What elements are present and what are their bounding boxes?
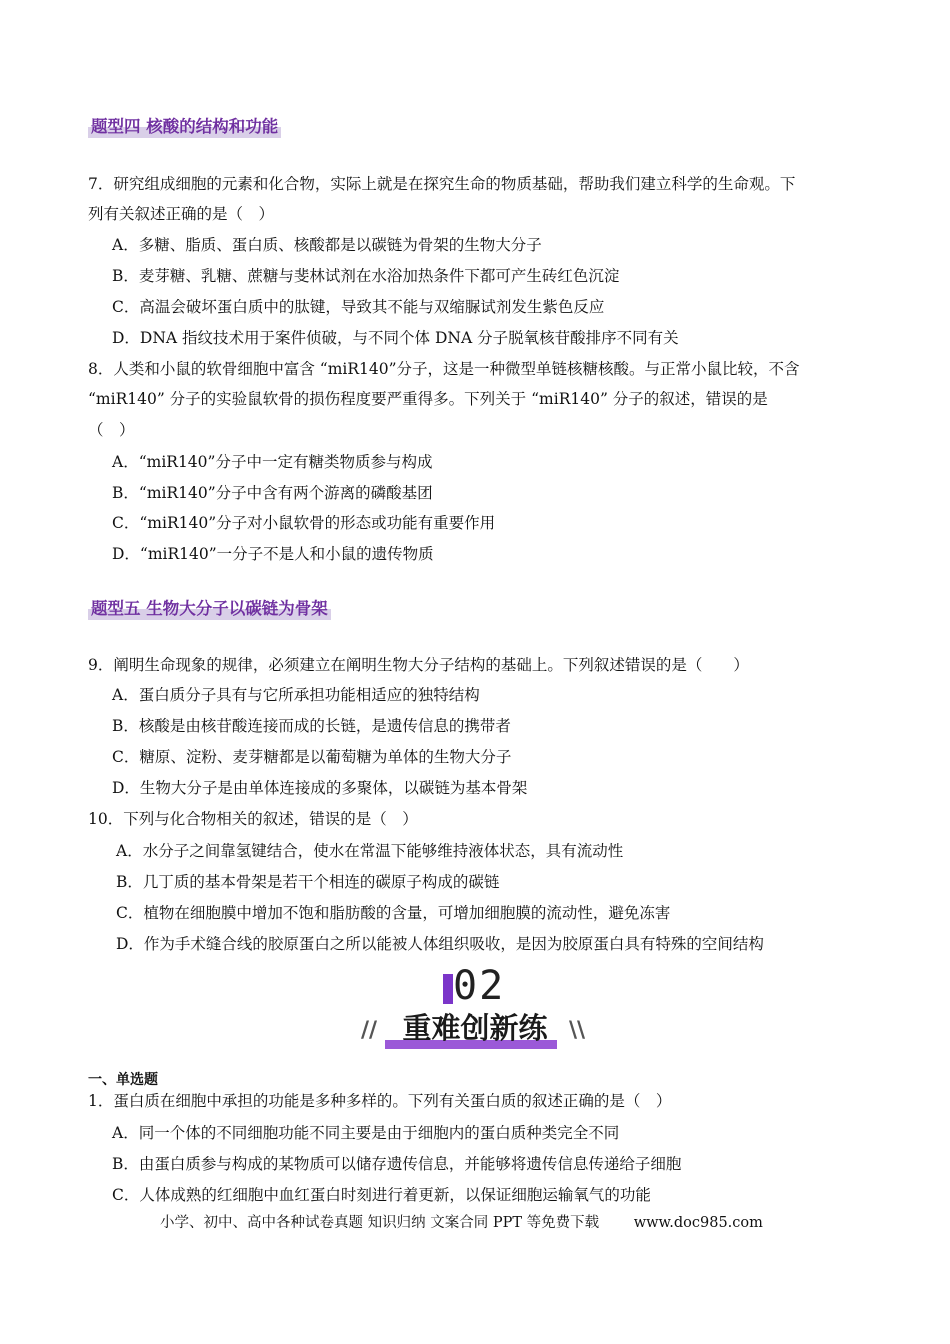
question-10-stem: 10．下列与化合物相关的叙述，错误的是（ ） — [88, 810, 418, 828]
part2-question-1-option-c: C．人体成熟的红细胞中血红蛋白时刻进行着更新，以保证细胞运输氧气的功能 — [112, 1186, 651, 1204]
part2-question-1-option-a: A．同一个体的不同细胞功能不同主要是由于细胞内的蛋白质种类完全不同 — [112, 1124, 620, 1142]
question-7-option-a: A．多糖、脂质、蛋白质、核酸都是以碳链为骨架的生物大分子 — [112, 236, 542, 254]
question-8-stem-line2: “miR140” 分子的实验鼠软骨的损伤程度要严重得多。下列关于 “miR140” 分子的叙述，错误的是 — [88, 390, 768, 408]
question-8-option-b: B．“miR140”分子中含有两个游离的磷酸基团 — [112, 484, 433, 502]
question-8-option-c: C．“miR140”分子对小鼠软骨的形态或功能有重要作用 — [112, 514, 496, 532]
question-9-option-c: C．糖原、淀粉、麦芽糖都是以葡萄糖为单体的生物大分子 — [112, 748, 512, 766]
question-8-stem-line1: 8．人类和小鼠的软骨细胞中富含 “miR140”分子，这是一种微型单链核糖核酸。与正常小鼠比较，不含 — [88, 360, 800, 378]
banner-accent-bar — [443, 974, 453, 1004]
section-title-5 — [88, 597, 331, 621]
question-10-option-c: C．植物在细胞膜中增加不饱和脂肪酸的含量，可增加细胞膜的流动性，避免冻害 — [116, 904, 671, 922]
page-footer — [160, 1213, 763, 1233]
part2-question-1-option-b: B．由蛋白质参与构成的某物质可以储存遗传信息，并能够将遗传信息传递给子细胞 — [112, 1155, 682, 1173]
part2-question-1-stem: 1．蛋白质在细胞中承担的功能是多种多样的。下列有关蛋白质的叙述正确的是（ ） — [88, 1092, 672, 1110]
question-8-option-a: A．“miR140”分子中一定有糖类物质参与构成 — [112, 453, 433, 471]
banner-right-mark: \\ — [569, 1018, 586, 1043]
footer-text: 小学、初中、高中各种试卷真题 知识归纳 文案合同 PPT 等免费下载 — [160, 1215, 600, 1231]
section-title-text: 题型四 核酸的结构和功能 — [91, 117, 279, 136]
question-10-option-a: A．水分子之间靠氢键结合，使水在常温下能够维持液体状态，具有流动性 — [116, 842, 624, 860]
banner-number: 02 — [453, 963, 506, 1009]
question-7-option-b: B．麦芽糖、乳糖、蔗糖与斐林试剂在水浴加热条件下都可产生砖红色沉淀 — [112, 267, 620, 285]
question-9-option-b: B．核酸是由核苷酸连接而成的长链，是遗传信息的携带者 — [112, 717, 511, 735]
banner-left-mark: // — [361, 1018, 378, 1043]
question-7-stem-line1: 7．研究组成细胞的元素和化合物，实际上就是在探究生命的物质基础，帮助我们建立科学的生命观。下 — [88, 175, 796, 193]
question-7-stem-line2: 列有关叙述正确的是（ ） — [88, 205, 275, 223]
question-7-option-d: D．DNA 指纹技术用于案件侦破，与不同个体 DNA 分子脱氧核苷酸排序不同有关 — [112, 329, 679, 347]
section-title-4 — [88, 115, 281, 139]
question-9-stem: 9．阐明生命现象的规律，必须建立在阐明生物大分子结构的基础上。下列叙述错误的是（ ） — [88, 656, 749, 674]
question-10-option-d: D．作为手术缝合线的胶原蛋白之所以能被人体组织吸收，是因为胶原蛋白具有特殊的空间结构 — [116, 935, 764, 953]
question-8-stem-line3: （ ） — [88, 421, 135, 439]
question-8-option-d: D．“miR140”一分子不是人和小鼠的遗传物质 — [112, 545, 434, 563]
section-banner-02 — [355, 963, 595, 1056]
question-9-option-d: D．生物大分子是由单体连接成的多聚体，以碳链为基本骨架 — [112, 779, 528, 797]
section-title-text: 题型五 生物大分子以碳链为骨架 — [91, 599, 328, 618]
question-7-option-c: C．高温会破坏蛋白质中的肽键，导致其不能与双缩脲试剂发生紫色反应 — [112, 298, 605, 316]
question-10-option-b: B．几丁质的基本骨架是若干个相连的碳原子构成的碳链 — [116, 873, 500, 891]
part2-heading: 一、单选题 — [88, 1072, 158, 1088]
banner-title: 重难创新练 — [402, 1011, 548, 1045]
question-9-option-a: A．蛋白质分子具有与它所承担功能相适应的独特结构 — [112, 686, 480, 704]
footer-url[interactable]: www.doc985.com — [633, 1215, 763, 1231]
